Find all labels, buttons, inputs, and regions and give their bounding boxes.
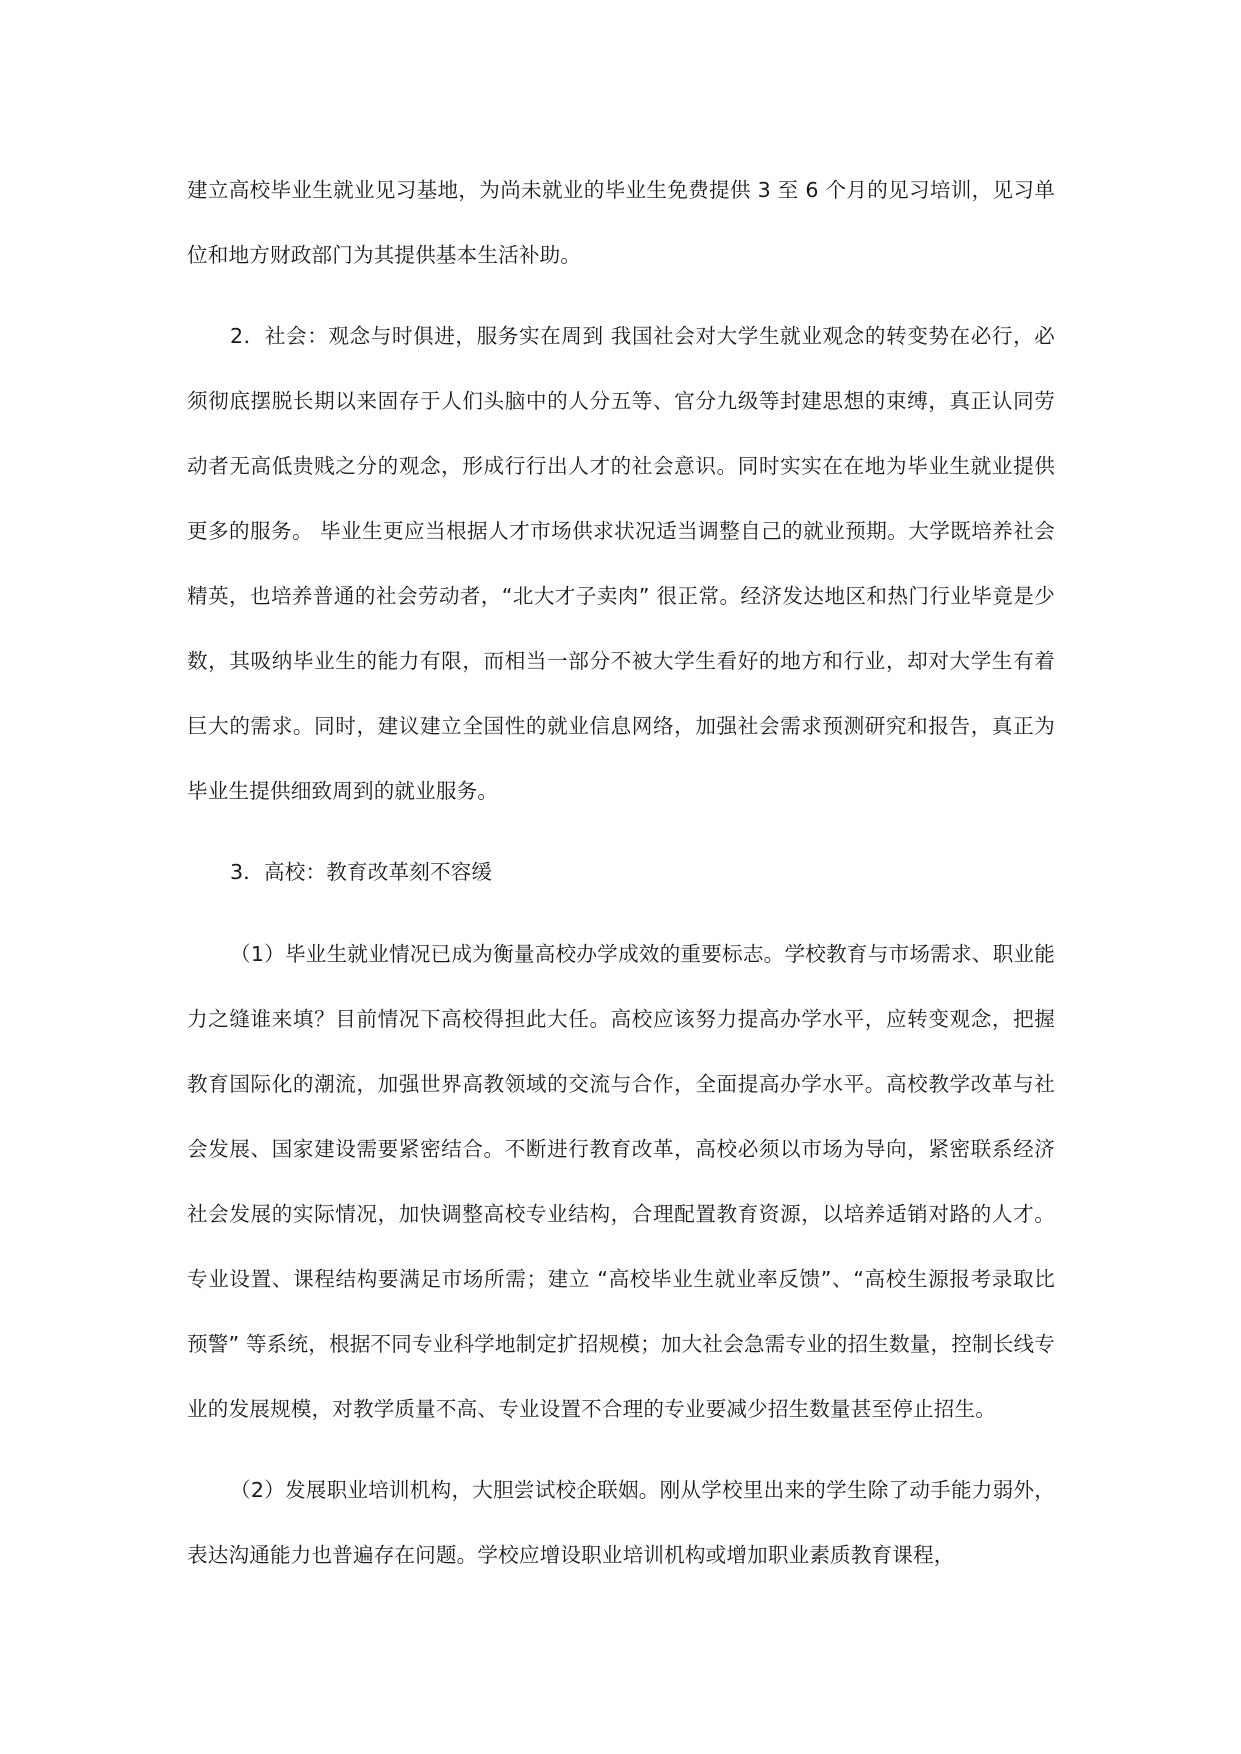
- paragraph-society: 2．社会：观念与时俱进，服务实在周到 我国社会对大学生就业观念的转变势在必行，必须彻底摆脱长期以来固存于人们头脑中的人分五等、官分九级等封建思想的束缚，真正认同劳动者无高低贵贱之分的观念，形成行行出人才的社会意识。同时实实在在地为毕业生就业提供更多的服务。 毕业生更应当根据人才市场供求状况适当调整自己的就业预期。大学既培养社会精英，也培养普通的社会劳动者，“北大才子卖肉” 很正常。经济发达地区和热门行业毕竟是少数，其吸纳毕业生的能力有限，而相当一部分不被大学生看好的地方和行业，却对大学生有着巨大的需求。同时，建议建立全国性的就业信息网络，加强社会需求预测研究和报告，真正为毕业生提供细致周到的就业服务。: [187, 324, 1055, 804]
- paragraph-university-1: （1）毕业生就业情况已成为衡量高校办学成效的重要标志。学校教育与市场需求、职业能力之缝谁来填？目前情况下高校得担此大任。高校应该努力提高办学水平，应转变观念，把握教育国际化的潮流，加强世界高教领域的交流与合作，全面提高办学水平。高校教学改革与社会发展、国家建设需要紧密结合。不断进行教育改革，高校必须以市场为导向，紧密联系经济社会发展的实际情况，加快调整高校专业结构，合理配置教育资源，以培养适销对路的人才。专业设置、课程结构要满足市场所需；建立 “高校毕业生就业率反馈”、“高校生源报考录取比预警” 等系统，根据不同专业科学地制定扩招规模；加大社会急需专业的招生数量，控制长线专业的发展规模，对教学质量不高、专业设置不合理的专业要减少招生数量甚至停止招生。: [187, 941, 1056, 1421]
- paragraph-university-2: （2）发展职业培训机构，大胆尝试校企联姻。刚从学校里出来的学生除了动手能力弱外，表达沟通能力也普遍存在问题。学校应增设职业培训机构或增加职业素质教育课程，: [187, 1477, 1055, 1567]
- heading-university: 3．高校：教育改革刻不容缓: [230, 860, 493, 885]
- document-page: [187, 158, 1055, 1604]
- paragraph-employment-base: 建立高校毕业生就业见习基地，为尚未就业的毕业生免费提供 3 至 6 个月的见习培训，见习单位和地方财政部门为其提供基本生活补助。: [187, 178, 1055, 267]
